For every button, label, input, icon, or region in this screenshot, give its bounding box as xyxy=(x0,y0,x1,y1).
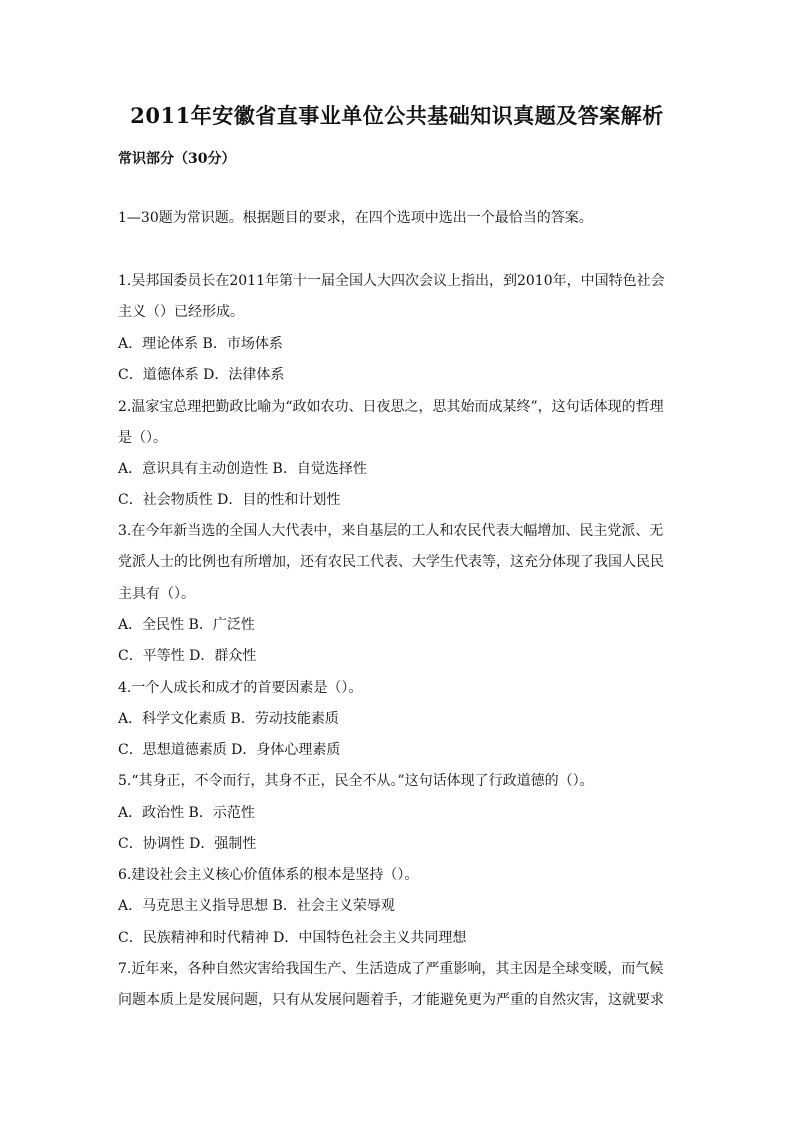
option-line: A．科学文化素质 B．劳动技能素质 xyxy=(118,711,339,727)
question-line: 问题本质上是发展问题，只有从发展问题着手，才能避免更为严重的自然灾害，这就要求 xyxy=(118,992,664,1008)
question-line: 5.“其身正，不令而行，其身不正，民全不从。”这句话体现了行政道德的（）。 xyxy=(118,773,594,789)
option-line: C．协调性 D．强制性 xyxy=(118,836,257,852)
question-line: 主义（）已经形成。 xyxy=(118,304,244,320)
question-line: 党派人士的比例也有所增加，还有农民工代表、大学生代表等，这充分体现了我国人民民 xyxy=(118,554,664,570)
option-line: C．思想道德素质 D．身体心理素质 xyxy=(118,742,341,758)
option-line: C．社会物质性 D．目的性和计划性 xyxy=(118,492,341,508)
option-line: A．理论体系 B．市场体系 xyxy=(118,336,283,352)
question-line: 4.一个人成长和成才的首要因素是（）。 xyxy=(118,680,363,696)
instructions: 1—30题为常识题。根据题目的要求，在四个选项中选出一个最恰当的答案。 xyxy=(118,210,593,226)
question-line: 是（）。 xyxy=(118,430,167,446)
question-line: 1.吴邦国委员长在2011年第十一届全国人大四次会议上指出，到2010年，中国特色社会 xyxy=(118,273,665,289)
question-line: 2.温家宝总理把勤政比喻为“政如农功、日夜思之，思其始而成某终”，这句话体现的哲理 xyxy=(118,399,664,415)
option-line: C．平等性 D．群众性 xyxy=(118,648,257,664)
section-heading: 常识部分（30分） xyxy=(118,151,236,167)
option-line: A．马克思主义指导思想 B．社会主义荣辱观 xyxy=(118,898,395,914)
question-line: 3.在今年新当选的全国人大代表中，来自基层的工人和农民代表大幅增加、民主党派、无 xyxy=(118,523,664,539)
page-title: 2011年安徽省直事业单位公共基础知识真题及答案解析 xyxy=(130,103,664,128)
question-line: 6.建设社会主义核心价值体系的根本是坚持（）。 xyxy=(118,867,419,883)
option-line: C．民族精神和时代精神 D．中国特色社会主义共同理想 xyxy=(118,930,467,946)
option-line: C．道德体系 D．法律体系 xyxy=(118,367,285,383)
question-line: 主具有（）。 xyxy=(118,586,195,602)
option-line: A．意识具有主动创造性 B．自觉选择性 xyxy=(118,461,367,477)
option-line: A．政治性 B．示范性 xyxy=(118,805,255,821)
option-line: A．全民性 B．广泛性 xyxy=(118,617,255,633)
question-line: 7.近年来，各种自然灾害给我国生产、生活造成了严重影响，其主因是全球变暖，而气候 xyxy=(118,961,664,977)
